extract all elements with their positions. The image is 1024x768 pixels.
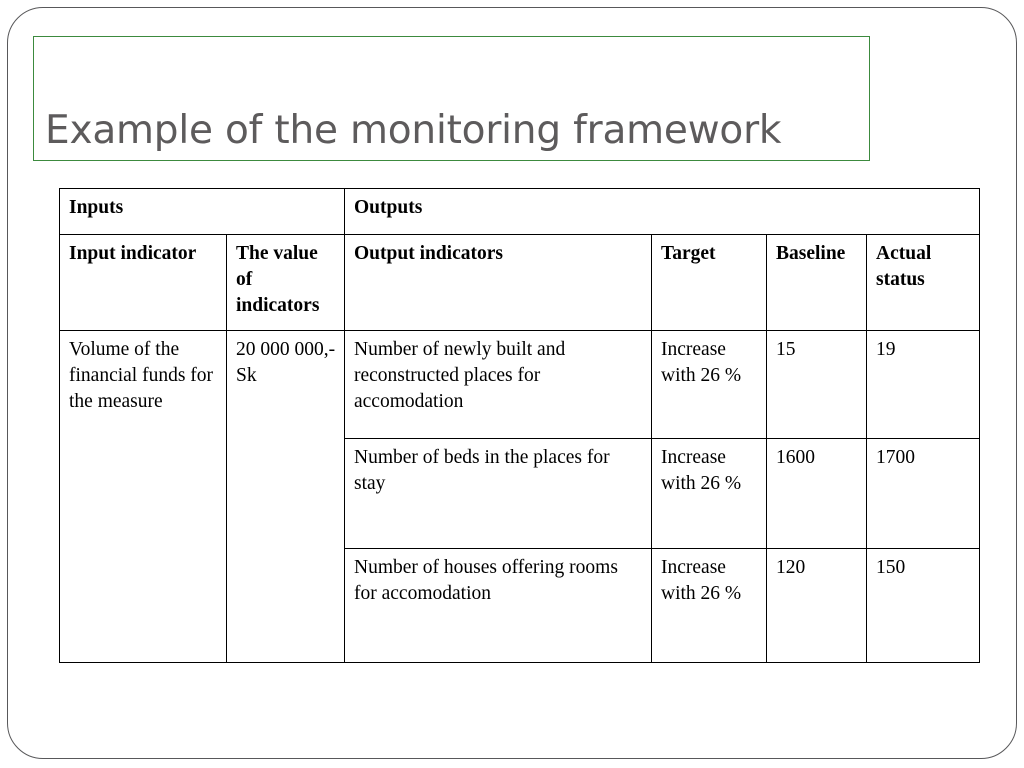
- column-header-actual-status: Actual status: [867, 235, 980, 331]
- cell-output-indicator: Number of houses offering rooms for accomodation: [345, 549, 652, 663]
- page-title: Example of the monitoring framework: [45, 108, 782, 154]
- group-header-inputs: Inputs: [60, 189, 345, 235]
- cell-input-value: 20 000 000,- Sk: [227, 331, 345, 663]
- cell-output-indicator: Number of newly built and reconstructed places for accomodation: [345, 331, 652, 439]
- cell-target: Increase with 26 %: [652, 549, 767, 663]
- column-header-baseline: Baseline: [767, 235, 867, 331]
- cell-actual-status: 150: [867, 549, 980, 663]
- table-column-header-row: [60, 235, 980, 331]
- cell-target: Increase with 26 %: [652, 439, 767, 549]
- slide-frame: [7, 7, 1017, 759]
- column-header-input-indicator: Input indicator: [60, 235, 227, 331]
- slide-title-box: [33, 36, 870, 161]
- table-row: [60, 331, 980, 439]
- cell-actual-status: 19: [867, 331, 980, 439]
- cell-target: Increase with 26 %: [652, 331, 767, 439]
- monitoring-framework-table: [59, 188, 980, 663]
- cell-baseline: 120: [767, 549, 867, 663]
- column-header-value-of-indicators: The value of indicators: [227, 235, 345, 331]
- table-group-header-row: [60, 189, 980, 235]
- group-header-outputs: Outputs: [345, 189, 980, 235]
- cell-input-indicator: Volume of the financial funds for the measure: [60, 331, 227, 663]
- cell-baseline: 15: [767, 331, 867, 439]
- column-header-output-indicators: Output indicators: [345, 235, 652, 331]
- column-header-target: Target: [652, 235, 767, 331]
- cell-actual-status: 1700: [867, 439, 980, 549]
- cell-baseline: 1600: [767, 439, 867, 549]
- cell-output-indicator: Number of beds in the places for stay: [345, 439, 652, 549]
